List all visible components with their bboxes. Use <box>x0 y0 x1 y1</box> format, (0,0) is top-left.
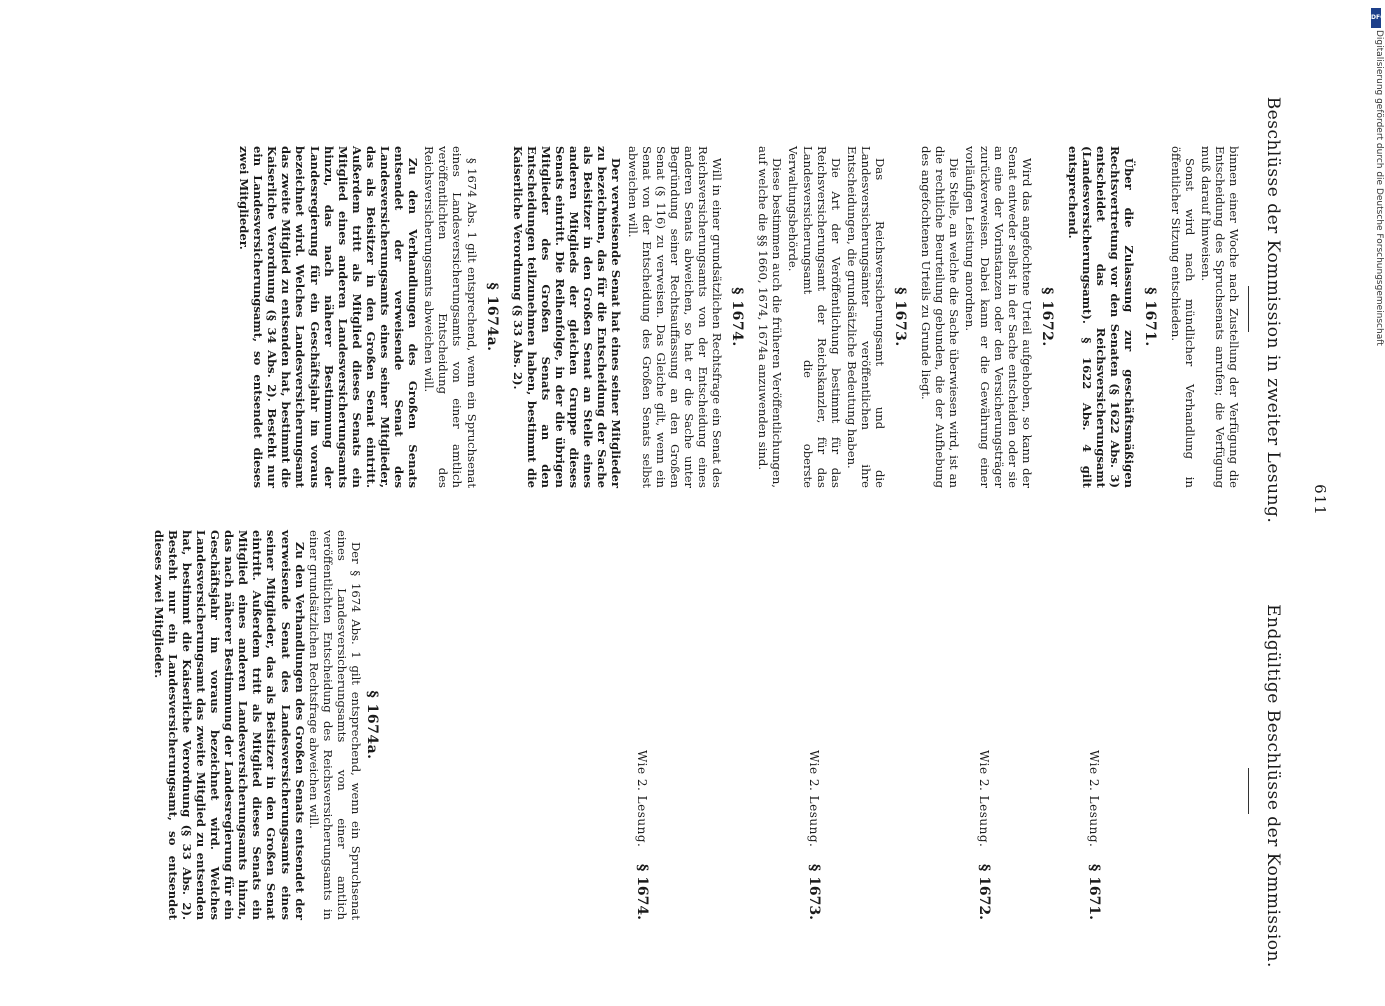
right-section-heading: § 1672. <box>976 864 992 921</box>
section-1674-text: Der verweisende Senat hat eines seiner Mitglieder zu bezeichnen, das für die Entscheidung der Sache als Beisitzer in den Großen Senat an Stelle eines anderen Mitglieds der gleichen Gruppe dieses Senats eintritt. Die Reihenfolge, in der die übrigen Mitglieder des Großen Senats an den Entscheidungen teilzunehmen haben, bestimmt die Kaiserliche Verordnung (§ 33 Abs. 2). <box>510 146 624 488</box>
right-label: Wie 2. Lesung. <box>1087 750 1101 848</box>
right-1674a-paragraph: Der § 1674 Abs. 1 gilt entsprechend, wenn ein Spruchsenat eines Landesversicherungsamts von einer amtlich veröffentlichten Entscheidung des Reichsversicherungsamts in einer grundsätzlichen Rechtsfrage abweichen will. <box>306 530 363 920</box>
right-label: Wie 2. Lesung. <box>977 750 991 848</box>
left-column <box>235 146 1241 488</box>
right-section-heading: § 1671. <box>1086 864 1102 921</box>
section-heading-1673: § 1673. <box>892 287 909 347</box>
right-section-1674a-text <box>152 530 363 920</box>
intro-paragraph: Sonst wird nach mündlicher Verhandlung in öffentlicher Sitzung entschieden. <box>1168 146 1197 488</box>
section-1672-text: Die Stelle, an welche die Sache überwiesen wird, ist an die rechtliche Beurteilung gebunden, die der Aufhebung des angefochtenen Urteils zu Grunde liegt. <box>919 146 962 488</box>
section-heading-1674a: § 1674a. <box>483 282 500 352</box>
section-heading-1671: § 1671. <box>1141 287 1158 347</box>
section-heading-1674: § 1674. <box>729 287 746 347</box>
right-column-header: Endgültige Beschlüsse der Kommission. <box>1263 604 1283 968</box>
right-section-heading: § 1674. <box>634 864 650 921</box>
section-1673-text: Diese bestimmen auch die früheren Veröffentlichungen, auf welche die §§ 1660, 1674, 1674a anzuwenden sind. <box>756 146 785 488</box>
right-label: Wie 2. Lesung. <box>807 750 821 848</box>
section-1674-text: Will in einer grundsätzlichen Rechtsfrage ein Senat des Reichsversicherungsamts von der Entscheidung eines anderen Senats abweichen, so hat er die Sache unter Begründung seiner Rechtsauffassung an den Großen Senat (§ 116) zu verweisen. Das Gleiche gilt, wenn ein Senat von der Entscheidung des Großen Senats selbst abweichen will. <box>625 146 725 488</box>
digitization-credit: Digitalisierung gefördert durch die Deutsche Forschungsgemeinschaft <box>1374 30 1384 346</box>
section-1672-text: Wird das angefochtene Urteil aufgehoben, so kann der Senat entweder selbst in der Sache entscheiden oder sie an eine der Vorinstanzen oder den Versicherungsträger zurückverweisen. Dabei kann er die Gewährung einer vorläufigen Leistung anordnen. <box>963 146 1034 488</box>
right-header-rule <box>1248 768 1249 814</box>
page-number: 611 <box>1311 484 1329 516</box>
section-1671-text: Über die Zulassung zur geschäftsmäßigen Rechtsvertretung vor den Senaten (§ 1622 Abs. 3) entscheidet das Reichsversicherungsamt (Landesversicherungsamt). § 1622 Abs. 4 gilt entsprechend. <box>1066 146 1137 488</box>
section-1674a-text: § 1674 Abs. 1 gilt entsprechend, wenn ein Spruchsenat eines Landesversicherungsamts von einer amtlich veröffentlichten Entscheidung des Reichsversicherungsamts abweichen will. <box>422 146 479 488</box>
right-section-heading: § 1673. <box>806 864 822 921</box>
left-header-rule <box>1248 286 1249 332</box>
dfg-logo: DFG <box>1371 8 1381 28</box>
right-section-heading: § 1674a. <box>364 690 380 760</box>
section-1674a-text: Zu den Verhandlungen des Großen Senats entsendet der verweisende Senat des Landesversicherungsamts eines seiner Mitglieder, das als Beisitzer in den Großen Senat eintritt. Außerdem tritt als Mitglied dieses Senats ein Mitglied eines anderen Landesversicherungsamts hinzu, das nach näherer Bestimmung der Landesregierung für ein Geschäftsjahr im voraus bezeichnet wird. Welches Landesversicherungsamt das zweite Mitglied zu entsenden hat, bestimmt die Kaiserliche Verordnung (§ 34 Abs. 2). Besteht nur ein Landesversicherungsamt, so entsendet dieses zwei Mitglieder. <box>237 146 421 488</box>
section-heading-1672: § 1672. <box>1038 287 1055 347</box>
section-1673-text: Das Reichsversicherungsamt und die Landesversicherungsämter veröffentlichen ihre Entscheidungen, die grundsätzliche Bedeutung haben. <box>844 146 888 488</box>
section-1673-text: Die Art der Veröffentlichung bestimmt für das Reichsversicherungsamt der Reichskanzler, für das Landesversicherungsamt die oberste Verwaltungsbehörde. <box>786 146 843 488</box>
right-section-1674a <box>151 530 391 962</box>
left-column-header: Beschlüsse der Kommission in zweiter Lesung. <box>1263 96 1283 524</box>
right-label: Wie 2. Lesung. <box>635 750 649 848</box>
right-1674a-paragraph: Zu den Verhandlungen des Großen Senats entsendet der verweisende Senat des Landesversicherungsamts eines seiner Mitglieder, das als Beisitzer in den Großen Senat eintritt. Außerdem tritt als Mitglied dieses Senats ein Mitglied eines anderen Landesversicherungsamts hinzu, das nach näherer Bestimmung der Landesregierung für ein Geschäftsjahr im voraus bezeichnet wird. Welches Landesversicherungsamt das zweite Mitglied zu entsenden hat, bestimmt die Kaiserliche Verordnung (§ 33 Abs. 2). Besteht nur ein Landesversicherungsamt, so entsendet dieses zwei Mitglieder. <box>151 530 307 920</box>
intro-paragraph: binnen einer Woche nach Zustellung der Verfügung die Entscheidung des Spruchsenats anrufen; die Verfügung muß darauf hinweisen. <box>1198 146 1241 488</box>
